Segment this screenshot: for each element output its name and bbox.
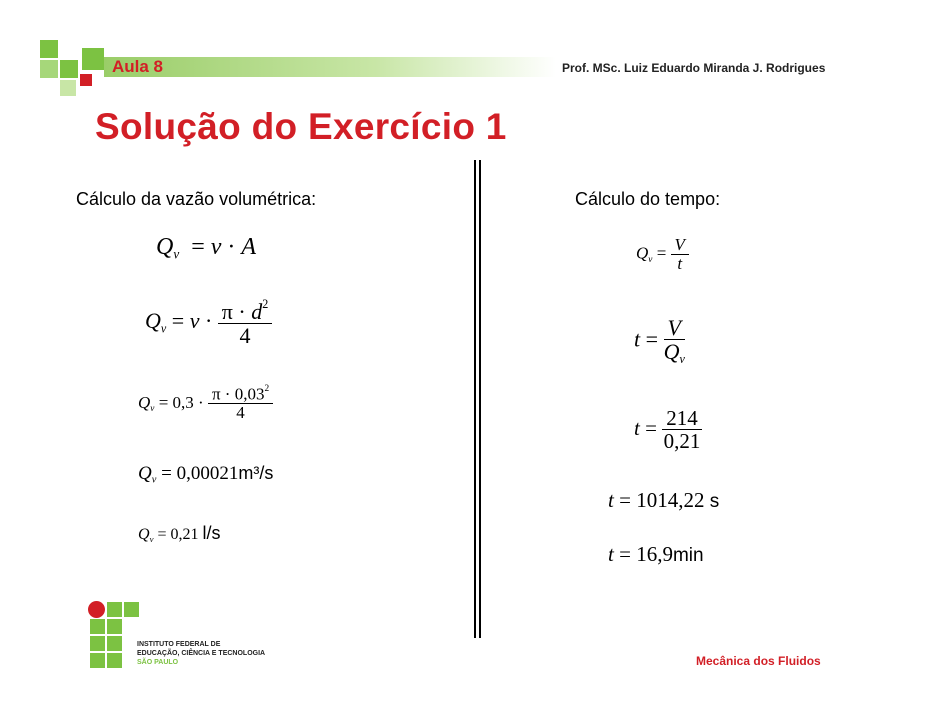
eq-time-substituted: t = $\frac{214}{0,21}$	[634, 406, 701, 454]
page-title: Solução do Exercício 1	[95, 106, 507, 147]
column-divider	[474, 160, 476, 638]
eq-time-formula: t = $\frac{V}{Q_v}$	[634, 315, 685, 367]
right-heading: Cálculo do tempo:	[575, 189, 721, 209]
header-green-bar	[104, 57, 556, 77]
header-lesson: Aula 8	[112, 57, 164, 76]
header-professor: Prof. MSc. Luiz Eduardo Miranda J. Rodrigues	[562, 61, 826, 75]
header-logo-squares	[40, 40, 110, 100]
column-divider-2	[479, 160, 481, 638]
institution-name	[137, 640, 265, 667]
institution-line-2: EDUCAÇÃO, CIÊNCIA E TECNOLOGIA	[137, 650, 266, 657]
eq-flow-velocity-area: $Q_v = v \cdot A$	[156, 234, 257, 262]
eq-flow-result-ls: $Q_v = 0,21$ l/s	[138, 523, 221, 545]
eq-flow-volume-time: $Q_v$ = $\frac{V}{t}$	[636, 236, 689, 274]
eq-time-result-min: t = 16,9min	[608, 542, 704, 566]
eq-flow-diameter: $Q_v = v$ · $\frac{\pi \cdot d^2}{4}$	[145, 298, 272, 348]
institution-line-1: INSTITUTO FEDERAL DE	[137, 641, 221, 648]
eq-time-result-s: t = 1014,22 s	[608, 488, 720, 512]
eq-flow-result-m3s: $Q_v = 0,00021m^3/s$	[138, 463, 274, 486]
left-heading: Cálculo da vazão volumétrica:	[76, 189, 317, 209]
eq-flow-substituted: $Q_v = 0,3$ · $\frac{\pi \cdot 0,03^2}{4}$	[138, 385, 273, 423]
footer-course: Mecânica dos Fluidos	[696, 654, 821, 668]
institution-line-3: SÃO PAULO	[137, 659, 179, 666]
